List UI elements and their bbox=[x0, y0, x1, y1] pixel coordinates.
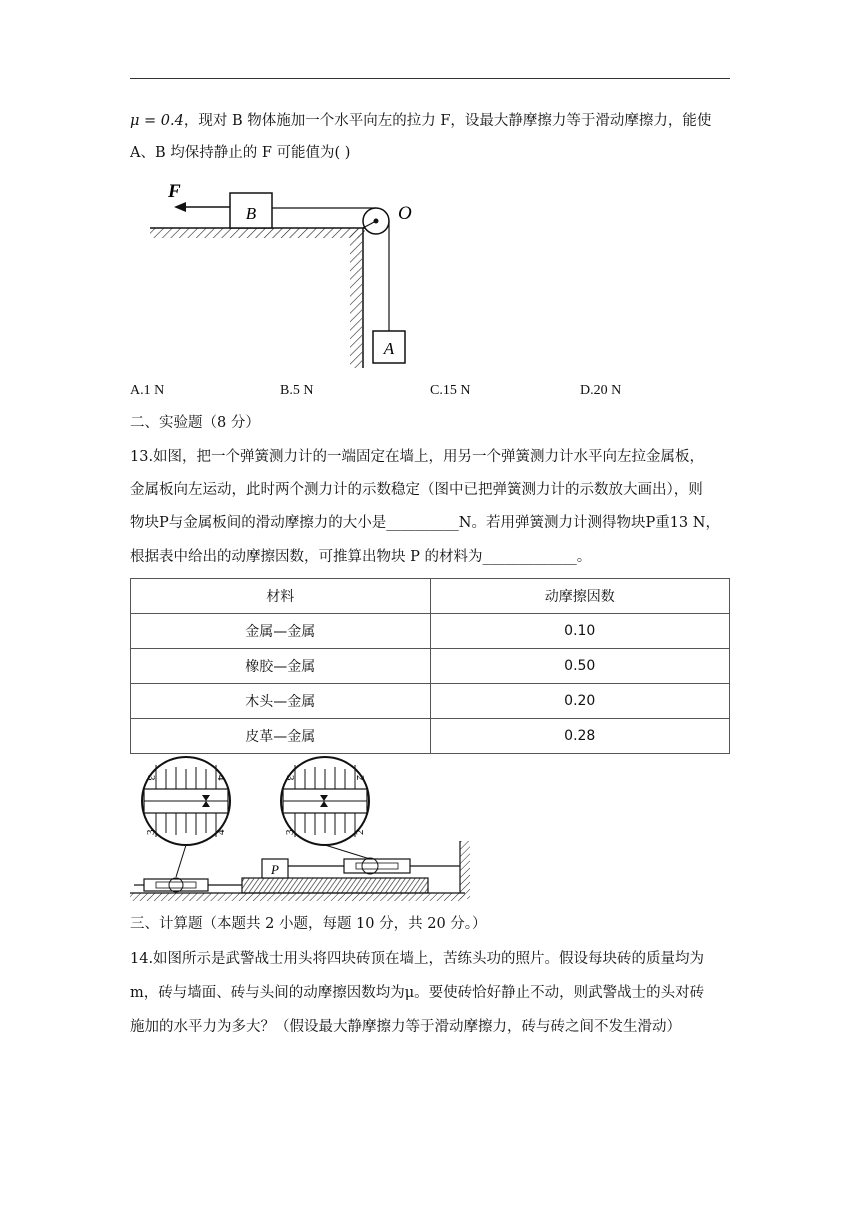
q14-line3: 施加的水平力为多大？（假设最大静摩擦力等于滑动摩擦力，砖与砖之间不发生滑动） bbox=[130, 1019, 681, 1035]
block-b-label: B bbox=[245, 204, 257, 223]
left-spring-scale bbox=[134, 878, 242, 892]
option-b: B.5 N bbox=[280, 383, 314, 398]
left-leader-line bbox=[176, 845, 186, 877]
q13-line4: 根据表中给出的动摩擦因数，可推算出物块 P 的材料为_____________。 bbox=[130, 549, 592, 565]
table-row bbox=[131, 649, 730, 684]
section3-title: 三、计算题（本题共 2 小题，每题 10 分，共 20 分。） bbox=[130, 916, 487, 932]
table-cell: 0.50 bbox=[430, 649, 730, 684]
option-a: A.1 N bbox=[130, 383, 165, 398]
right-dial bbox=[281, 757, 369, 845]
header-rule bbox=[130, 78, 730, 79]
table-cell: 金属—金属 bbox=[131, 614, 431, 649]
force-label: F bbox=[168, 181, 181, 202]
pulley-label: O bbox=[398, 203, 412, 224]
block-p-label: P bbox=[271, 862, 279, 877]
right-dial-top-tick: 2 bbox=[354, 775, 366, 781]
q12-line2: A、B 均保持静止的 F 可能值为( ) bbox=[130, 145, 351, 161]
table-row bbox=[131, 684, 730, 719]
q14-line1: 14.如图所示是武警战士用头将四块砖顶在墙上，苦练头功的照片。假设每块砖的质量均为 bbox=[130, 951, 705, 967]
table-row bbox=[131, 614, 730, 649]
left-dial-bottom-tick: 3 bbox=[145, 829, 157, 835]
table-row bbox=[131, 719, 730, 754]
table-cell: 木头—金属 bbox=[131, 684, 431, 719]
left-dial-top-tick: 4 bbox=[215, 775, 227, 781]
ground-hatch bbox=[150, 228, 365, 238]
q13-line2: 金属板向左运动，此时两个测力计的示数稳定（图中已把弹簧测力计的示数放大画出），则 bbox=[130, 482, 703, 498]
q13-figure bbox=[130, 755, 475, 905]
q13-line3: 物块P与金属板间的滑动摩擦力的大小是__________N。若用弹簧测力计测得物块P重13 N， bbox=[130, 515, 720, 531]
left-dial-bottom-tick: 4 bbox=[215, 829, 227, 835]
metal-plate bbox=[242, 878, 428, 893]
table-cell: 皮革—金属 bbox=[131, 719, 431, 754]
table-cell: 0.20 bbox=[430, 684, 730, 719]
block-a-label: A bbox=[383, 339, 395, 358]
mu-value: μ = 0.4 bbox=[130, 113, 184, 129]
right-spring-scale bbox=[344, 858, 460, 874]
right-dial-bottom-tick: 3 bbox=[284, 829, 296, 835]
q13-line1: 13.如图，把一个弹簧测力计的一端固定在墙上，用另一个弹簧测力计水平向左拉金属板， bbox=[130, 449, 705, 465]
table-cell: 0.10 bbox=[430, 614, 730, 649]
friction-table bbox=[130, 578, 730, 754]
q14-line2: m，砖与墙面、砖与头间的动摩擦因数均为μ。要使砖恰好静止不动，则武警战士的头对砖 bbox=[130, 985, 705, 1001]
force-arrowhead bbox=[174, 202, 186, 212]
option-c: C.15 N bbox=[430, 383, 471, 398]
table-cell: 0.28 bbox=[430, 719, 730, 754]
q12-figure bbox=[140, 175, 430, 375]
table-cell: 橡胶—金属 bbox=[131, 649, 431, 684]
left-dial-top-tick: 3 bbox=[145, 775, 157, 781]
table-header-row bbox=[131, 579, 730, 614]
wall-hatch bbox=[460, 841, 470, 899]
wall-hatch bbox=[350, 228, 362, 368]
table-header: 材料 bbox=[131, 579, 431, 614]
section2-title: 二、实验题（8 分） bbox=[130, 415, 260, 431]
left-dial bbox=[142, 757, 230, 845]
option-d: D.20 N bbox=[580, 383, 622, 398]
table-header: 动摩擦因数 bbox=[430, 579, 730, 614]
q12-line1: μ = 0.4，现对 B 物体施加一个水平向左的拉力 F，设最大静摩擦力等于滑动摩擦力，能使 bbox=[130, 113, 712, 129]
right-dial-bottom-tick: 2 bbox=[354, 829, 366, 835]
floor-hatch bbox=[130, 893, 465, 901]
right-dial-top-tick: 3 bbox=[284, 775, 296, 781]
right-leader-line bbox=[325, 845, 370, 859]
